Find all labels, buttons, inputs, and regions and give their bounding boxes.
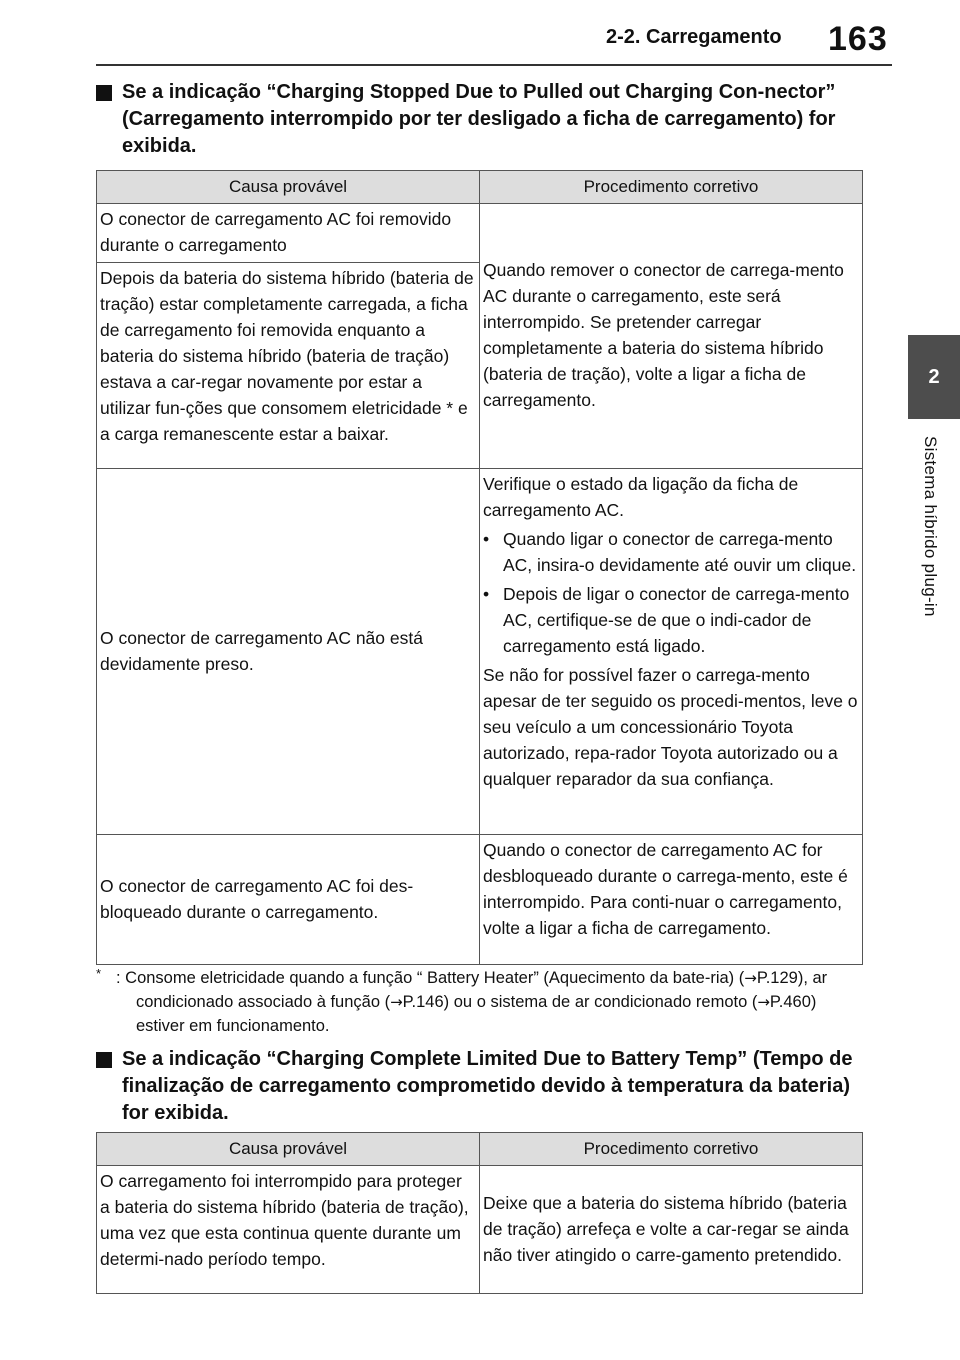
section-heading-charging-stopped	[96, 79, 866, 160]
footnote	[96, 966, 866, 1038]
arrow-right-icon: →	[390, 993, 403, 1011]
page-reference: P.129	[756, 969, 798, 987]
column-header-cause: Causa provável	[97, 1133, 480, 1166]
column-header-procedure: Procedimento corretivo	[480, 171, 863, 204]
page-reference: P.146	[402, 993, 444, 1011]
footnote-part: ), ar condicionado associado à função (	[136, 969, 828, 1011]
page-reference: P.460	[769, 993, 811, 1011]
bullet-dot-icon: •	[483, 529, 490, 549]
list-item	[483, 581, 858, 659]
cause-cell: O carregamento foi interrompido para proteger a bateria do sistema híbrido (bateria de tração), uma vez que esta continua quente durante um determi-nado período tempo.	[97, 1166, 480, 1294]
list-item	[483, 526, 858, 578]
cause-procedure-table-1	[96, 170, 863, 965]
cause-cell: O conector de carregamento AC não está devidamente preso.	[97, 469, 480, 835]
procedure-cell: Quando o conector de carregamento AC for desbloqueado durante o carrega-mento, este é interrompido. Para conti-nuar o carregamento, volte a ligar a ficha de carregamento.	[480, 835, 863, 965]
header-divider	[96, 64, 892, 66]
bullet-dot-icon: •	[483, 584, 490, 604]
footnote-part: ) estiver em funcionamento.	[136, 993, 817, 1035]
procedure-cell: Quando remover o conector de carrega-mento AC durante o carregamento, este será interrompido. Se pretender carregar completamente a bateria do sistema híbrido (bateria de tração), volte a ligar a ficha de carregamento.	[480, 204, 863, 469]
table-row	[97, 835, 863, 965]
chapter-tab: 2	[908, 335, 960, 419]
cause-cell: O conector de carregamento AC foi removido durante o carregamento	[97, 204, 480, 263]
cause-procedure-table-2	[96, 1132, 863, 1294]
bullet-text: Depois de ligar o conector de carrega-mento AC, certifique-se de que o indi-cador de carregamento está ligado.	[503, 584, 850, 656]
column-header-procedure: Procedimento corretivo	[480, 1133, 863, 1166]
procedure-outro: Se não for possível fazer o carrega-mento apesar de ter seguido os procedi-mentos, leve o seu veículo a um concessionário Toyota autorizado, repa-rador Toyota autorizado ou a qualquer reparador da sua confiança.	[483, 665, 858, 789]
footnote-part: ) ou o sistema de ar condicionado remoto (	[443, 993, 758, 1011]
chapter-label: Sistema híbrido plug-in	[921, 436, 940, 617]
footnote-part: : Consome eletricidade quando a função “ Battery Heater” (Aquecimento da bate-ria) (	[116, 969, 745, 987]
bullet-text: Quando ligar o conector de carrega-mento AC, insira-o devidamente até ouvir um clique.	[503, 529, 857, 575]
table-header-row	[97, 171, 863, 204]
cause-cell: O conector de carregamento AC foi des-bloqueado durante o carregamento.	[97, 835, 480, 965]
column-header-cause: Causa provável	[97, 171, 480, 204]
table-row	[97, 469, 863, 835]
table-row	[97, 204, 863, 263]
section-header: 2-2. Carregamento	[606, 26, 782, 48]
square-bullet-icon	[96, 1052, 112, 1068]
section-heading-charging-limited	[96, 1046, 866, 1127]
footnote-marker: *	[96, 966, 102, 981]
procedure-cell: Deixe que a bateria do sistema híbrido (bateria de tração) arrefeça e volte a car-regar se ainda não tiver atingido o carre-gamento pretendido.	[480, 1166, 863, 1294]
table-header-row	[97, 1133, 863, 1166]
procedure-cell	[480, 469, 863, 835]
procedure-intro: Verifique o estado da ligação da ficha de carregamento AC.	[483, 474, 799, 520]
table-row	[97, 1166, 863, 1294]
section-heading-text: Se a indicação “Charging Stopped Due to Pulled out Charging Con-nector” (Carregamento interrompido por ter desligado a ficha de carregamento) for exibida.	[122, 81, 836, 157]
square-bullet-icon	[96, 85, 112, 101]
arrow-right-icon: →	[757, 993, 770, 1011]
cause-cell: Depois da bateria do sistema híbrido (bateria de tração) estar completamente carregada, a ficha de carregamento foi removida enquanto a bateria do sistema híbrido (bateria de tração) estava a car-regar novamente por estar a utilizar fun-ções que consomem eletricidade * e a carga remanescente estar a baixar.	[97, 263, 480, 469]
arrow-right-icon: →	[744, 969, 757, 987]
section-heading-text: Se a indicação “Charging Complete Limited Due to Battery Temp” (Tempo de finalização de carregamento comprometido devido à temperatura da bateria) for exibida.	[122, 1048, 853, 1124]
page-number: 163	[828, 20, 888, 58]
footnote-text	[116, 966, 866, 1038]
